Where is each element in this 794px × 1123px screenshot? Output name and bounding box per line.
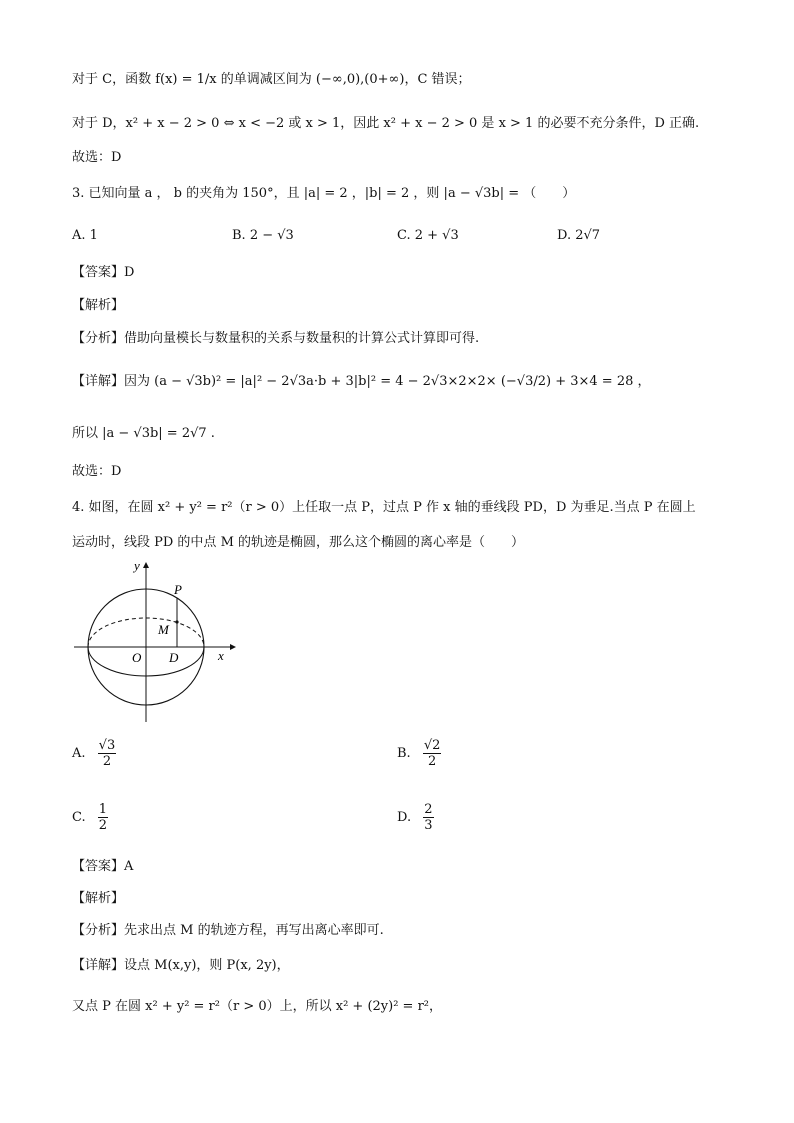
q4-option-d-num: 2 <box>424 802 433 817</box>
q4-option-d-fraction <box>423 802 433 833</box>
label-m: M <box>158 622 169 637</box>
label-d: D <box>169 650 179 665</box>
label-p: P <box>174 582 182 597</box>
q4-option-b-num: √2 <box>423 738 441 753</box>
q3-answer: 【答案】D <box>72 265 135 280</box>
label-o: O <box>132 650 142 665</box>
q4-option-c-fraction <box>98 802 108 833</box>
q4-option-b-fraction <box>423 738 442 769</box>
text-line-d <box>72 114 699 134</box>
q3-option-b: B. 2 − √3 <box>232 228 294 243</box>
question-4-stem-2: 运动时，线段 PD 的中点 M 的轨迹是椭圆，那么这个椭圆的离心率是（ ） <box>72 535 525 550</box>
q4-detail: 【详解】设点 M(x,y)，则 P(x, 2y)， <box>72 958 290 973</box>
q4-last-line: 又点 P 在圆 x² + y² = r²（r > 0）上，所以 x² + (2y)² = r²， <box>72 999 443 1014</box>
question-4-stem-1: 4. 如图，在圆 x² + y² = r²（r > 0）上任取一点 P，过点 P 作 x 轴的垂线段 PD，D 为垂足.当点 P 在圆上 <box>72 500 696 515</box>
line-c-text: 对于 C，函数 f(x) = 1/x 的单调减区间为 (−∞,0),(0+∞)，C 错误； <box>72 72 471 87</box>
question-3-stem: 3. 已知向量 a ， b 的夹角为 150°，且 |a| = 2 ，|b| = 2 ，则 |a − √3b| = （ ） <box>72 186 576 201</box>
q4-option-b-den: 2 <box>427 754 437 769</box>
q3-analysis: 【分析】借助向量模长与数量积的关系与数量积的计算公式计算即可得. <box>72 331 480 346</box>
q4-option-d <box>397 802 436 833</box>
q4-option-a <box>72 738 118 769</box>
q3-option-c: C. 2 + √3 <box>397 228 459 243</box>
q3-option-d: D. 2√7 <box>557 228 601 243</box>
q4-option-c-den: 2 <box>98 818 108 833</box>
q3-select: 故选：D <box>72 464 122 479</box>
circle-ellipse-figure <box>70 556 240 726</box>
q4-option-a-fraction <box>98 738 117 769</box>
q4-answer: 【答案】A <box>72 859 134 874</box>
label-y: y <box>134 558 140 573</box>
q4-option-c <box>72 802 110 833</box>
q3-option-a: A. 1 <box>72 228 98 243</box>
q4-option-c-label: C. <box>72 810 86 825</box>
q4-analysis-heading: 【解析】 <box>72 891 125 906</box>
x-axis-arrow-icon <box>230 644 236 650</box>
answer-choice-line: 故选：D <box>72 150 122 165</box>
q4-option-d-den: 3 <box>424 818 433 833</box>
q3-analysis-heading: 【解析】 <box>72 298 125 313</box>
text-line-c <box>72 70 471 90</box>
q4-option-a-den: 2 <box>102 754 112 769</box>
q3-detail: 【详解】因为 (a − √3b)² = |a|² − 2√3a·b + 3|b|² = 4 − 2√3×2×2× (−√3/2) + 3×4 = 28 ， <box>72 374 651 389</box>
q4-option-b <box>397 738 443 769</box>
y-axis-arrow-icon <box>143 562 149 568</box>
q4-option-c-num: 1 <box>98 802 108 817</box>
q4-option-a-label: A. <box>72 746 86 761</box>
q4-option-d-label: D. <box>397 810 412 825</box>
q4-option-b-label: B. <box>397 746 411 761</box>
line-d-text: 对于 D，x² + x − 2 > 0 ⇔ x < −2 或 x > 1，因此 x² + x − 2 > 0 是 x > 1 的必要不充分条件，D 正确. <box>72 116 700 131</box>
point-m <box>175 620 178 623</box>
q4-option-a-num: √3 <box>98 738 116 753</box>
label-x: x <box>218 648 224 663</box>
q4-analysis: 【分析】先求出点 M 的轨迹方程，再写出离心率即可. <box>72 923 384 938</box>
q3-conclusion: 所以 |a − √3b| = 2√7 . <box>72 426 215 441</box>
